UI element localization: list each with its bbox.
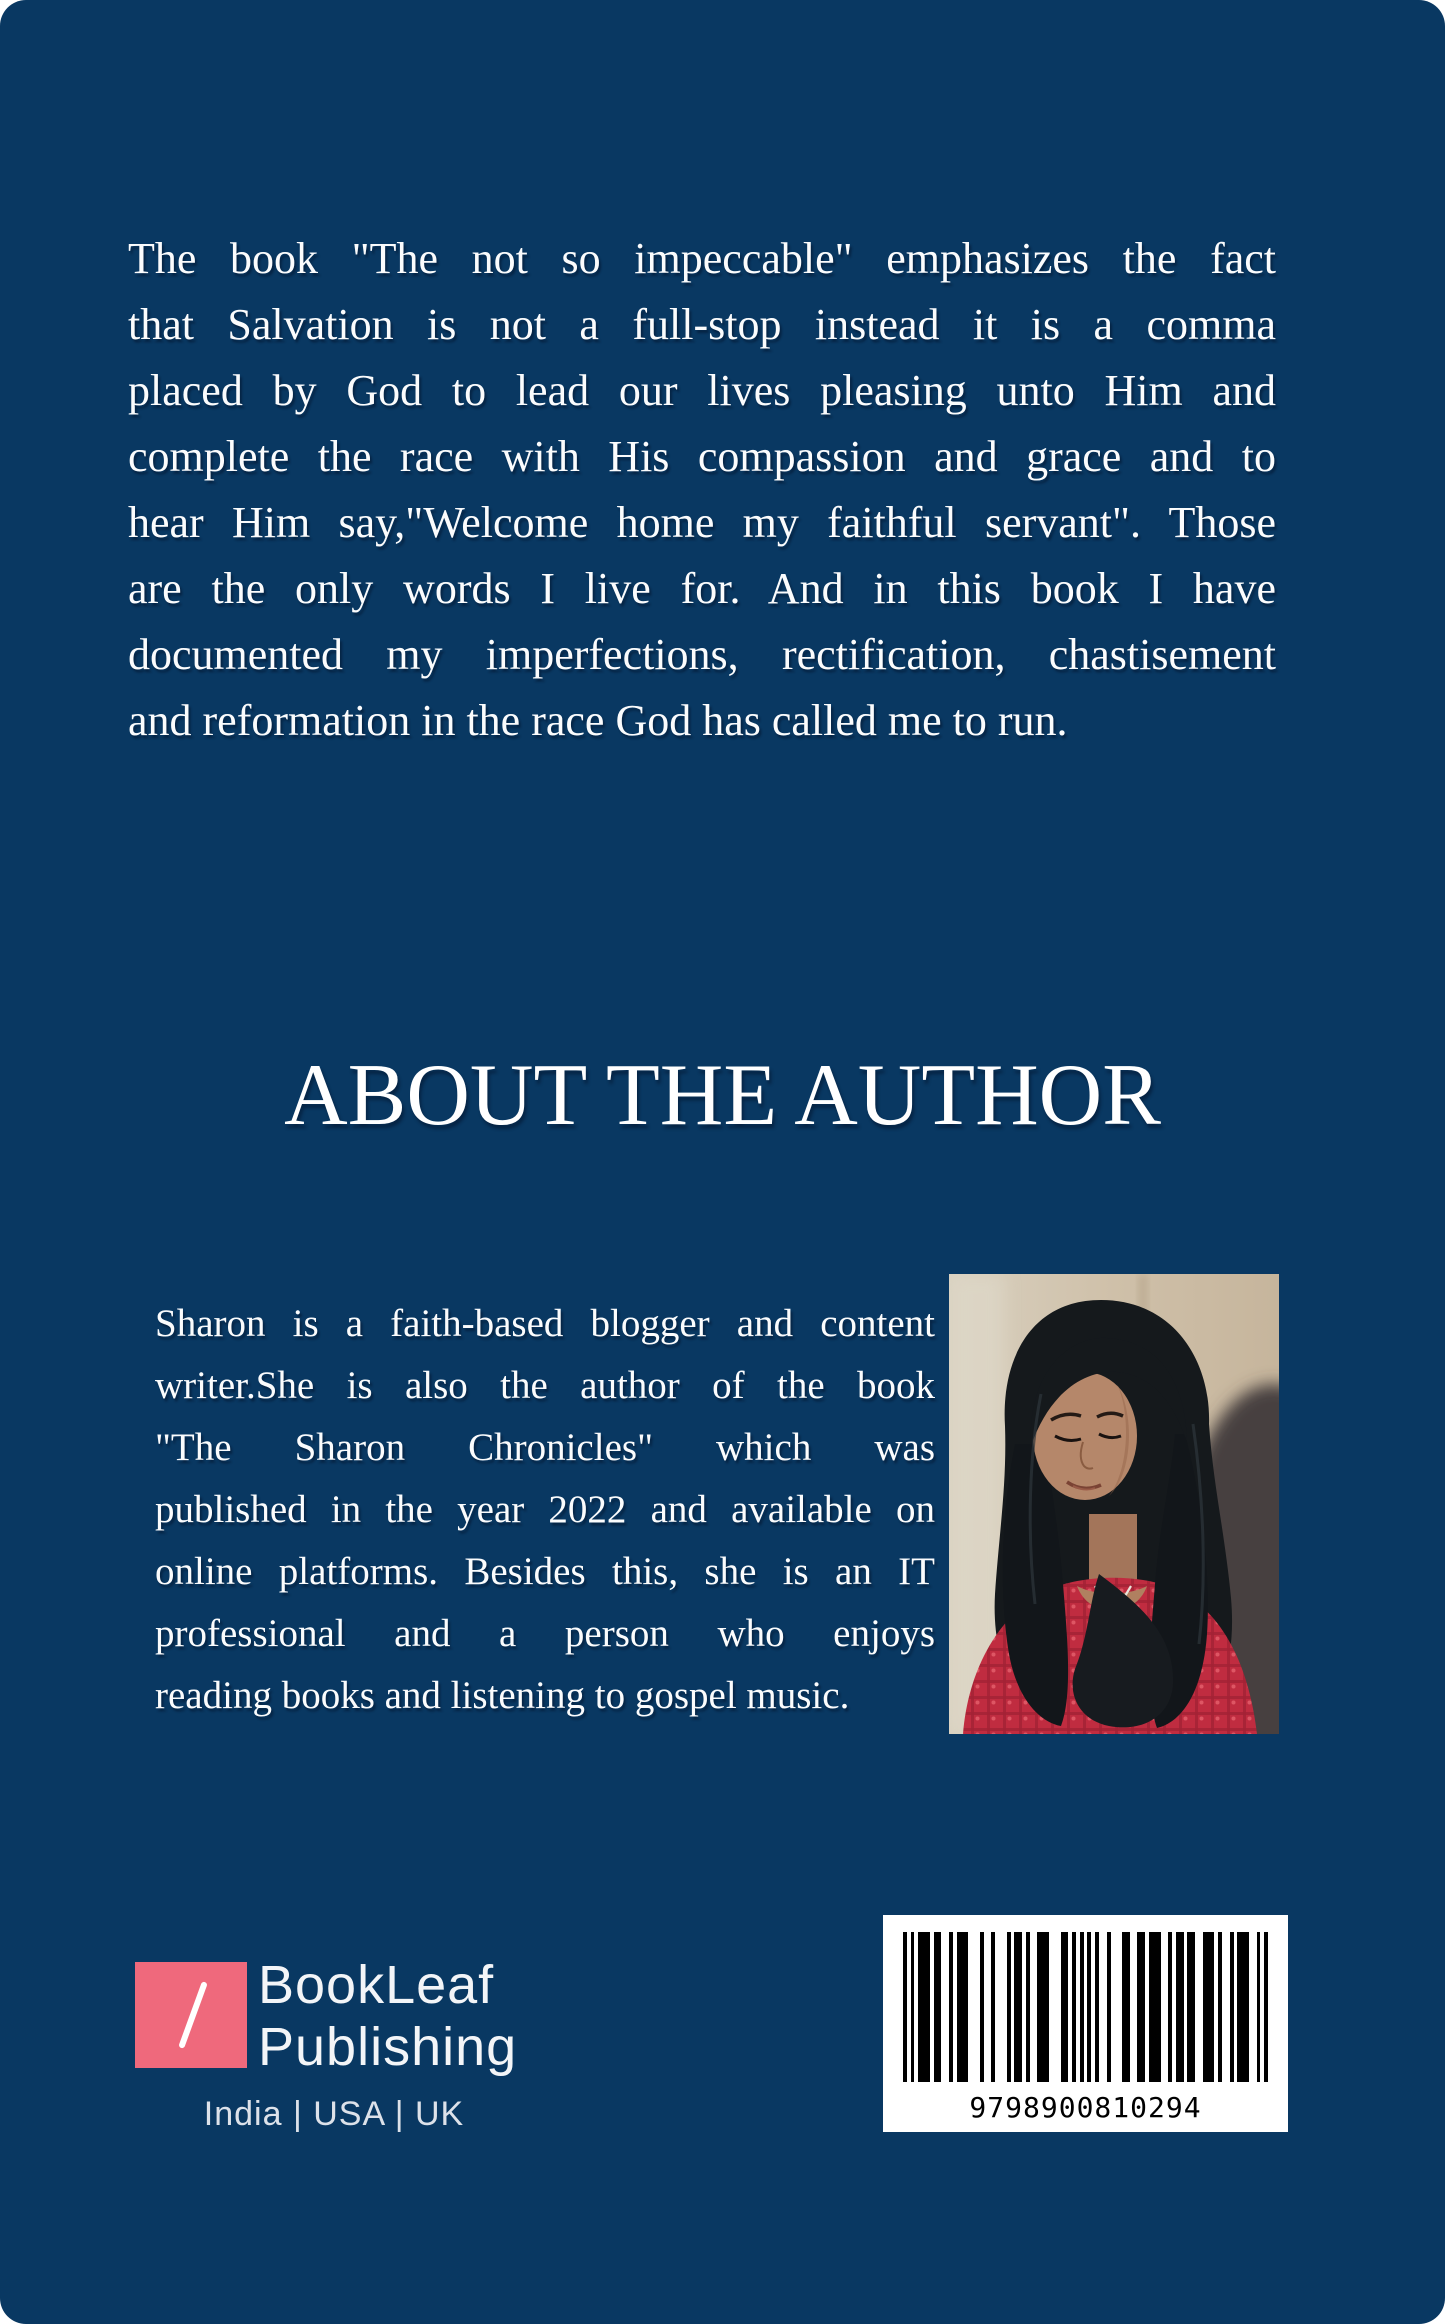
bio-line: Sharon is a faith-based blogger and content [155, 1302, 935, 1345]
barcode-number: 9798900810294 [969, 2091, 1202, 2124]
publisher-name-line2: Publishing [258, 2017, 518, 2077]
author-bio-paragraph [155, 1293, 935, 1727]
bio-line: online platforms. Besides this, she is an IT [155, 1550, 935, 1593]
bio-line: "The Sharon Chronicles" which was [155, 1426, 935, 1469]
bio-line: reading books and listening to gospel music. [155, 1674, 850, 1717]
slash-icon [178, 1981, 208, 2049]
bio-line: professional and a person who enjoys [155, 1612, 935, 1655]
synopsis-line: placed by God to lead our lives pleasing unto Him and [128, 366, 1276, 415]
publisher-name [258, 1954, 517, 2078]
author-photo-illustration [949, 1274, 1279, 1734]
publisher-name-line1: BookLeaf [258, 1955, 495, 2015]
publisher-logo-mark [135, 1962, 247, 2068]
synopsis-line: that Salvation is not a full-stop instead it is a comma [128, 300, 1276, 349]
publisher-regions: India | USA | UK [203, 2095, 465, 2133]
synopsis-paragraph [128, 226, 1276, 754]
author-photo [949, 1274, 1279, 1734]
about-the-author-heading: ABOUT THE AUTHOR [284, 1047, 1161, 1144]
synopsis-line: complete the race with His compassion and grace and to [128, 432, 1276, 481]
synopsis-line: and reformation in the race God has called me to run. [128, 696, 1068, 745]
bio-line: published in the year 2022 and available on [155, 1488, 935, 1531]
synopsis-line: are the only words I live for. And in this book I have [128, 564, 1276, 613]
synopsis-line: The book "The not so impeccable" emphasizes the fact [128, 234, 1276, 283]
publisher-logo [135, 1955, 555, 2142]
synopsis-line: documented my imperfections, rectification, chastisement [128, 630, 1276, 679]
synopsis-line: hear Him say,"Welcome home my faithful servant". Those [128, 498, 1276, 547]
bio-line: writer.She is also the author of the book [155, 1364, 935, 1407]
barcode-bars [903, 1932, 1268, 2082]
isbn-barcode [883, 1915, 1288, 2132]
